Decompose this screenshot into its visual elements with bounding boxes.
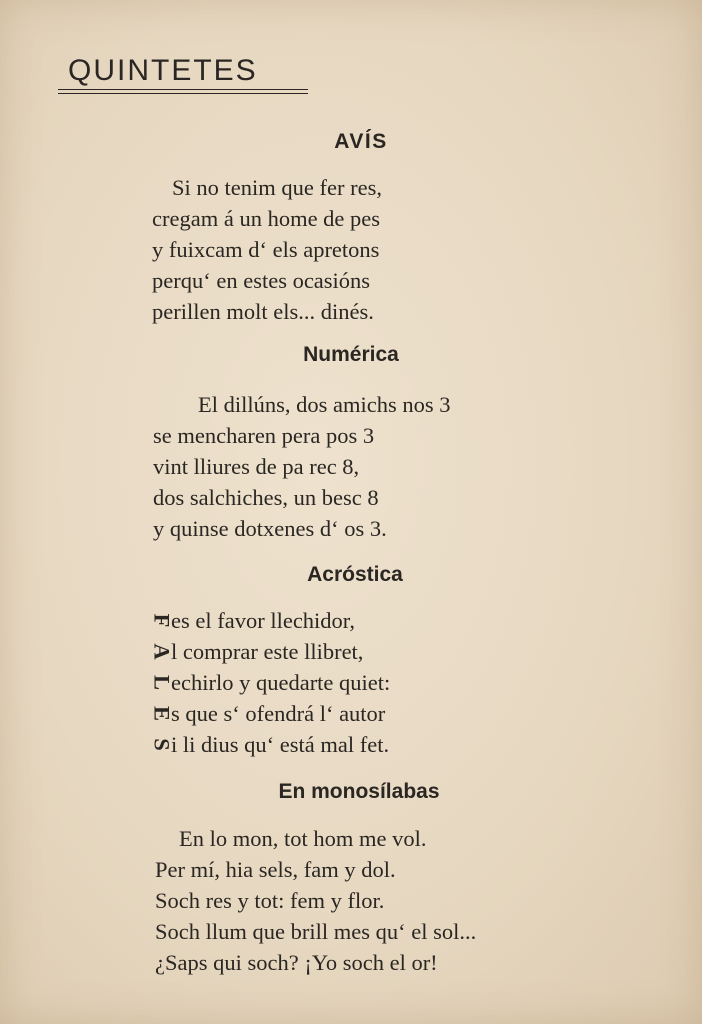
poem-line: dos salchiches, un besc 8 [153,485,379,510]
poem-monosilabas [155,823,476,978]
poem-avis [152,172,382,327]
poem-line: Soch llum que brill mes qu‘ el sol... [155,919,477,944]
section-title-numerica: Numérica [303,343,399,366]
acrostic-initial: F [149,613,175,628]
acrostic-initial: A [149,643,175,660]
poem-line: se mencharen pera pos 3 [153,423,375,448]
acrostic-rest: i li dius qu‘ está mal fet. [171,732,390,757]
section-title-avis: AVÍS [334,130,388,153]
poem-line: El dillúns, dos amichs nos 3 [198,392,451,417]
poem-numerica [153,389,451,544]
poem-line: cregam á un home de pes [152,206,381,231]
acrostic-initial: S [149,738,175,751]
poem-line [149,698,390,729]
acrostic-rest: l comprar este llibret, [171,639,364,664]
section-title-acrostica: Acróstica [307,563,403,586]
acrostic-rest: es el favor llechidor, [171,608,356,633]
poem-line [149,605,390,636]
poem-acrostica [149,605,391,760]
poem-line [149,667,391,698]
poem-line [149,729,390,760]
poem-line: Si no tenim que fer res, [172,175,382,200]
poem-line: perqu‘ en estes ocasións [152,268,371,293]
poem-line: perillen molt els... dinés. [152,299,374,324]
poem-line: Per mí, hia sels, fam y dol. [155,857,396,882]
poem-line: vint lliures de pa rec 8, [153,454,360,479]
acrostic-initial: L [149,674,175,690]
acrostic-rest: s que s‘ ofendrá l‘ autor [171,701,386,726]
section-title-monosilabas: En monosílabas [278,780,440,803]
page-heading: QUINTETES [68,54,258,87]
poem-line: y quinse dotxenes d‘ os 3. [153,516,387,541]
acrostic-rest: echirlo y quedarte quiet: [171,670,391,695]
poem-line: ¿Saps qui soch? ¡Yo soch el or! [155,950,438,975]
poem-line: y fuixcam d‘ els apretons [152,237,380,262]
poem-line [149,636,390,667]
poem-line: En lo mon, tot hom me vol. [179,826,427,851]
heading-double-rule [58,89,308,94]
acrostic-initial: E [149,705,175,721]
poem-line: Soch res y tot: fem y flor. [155,888,385,913]
